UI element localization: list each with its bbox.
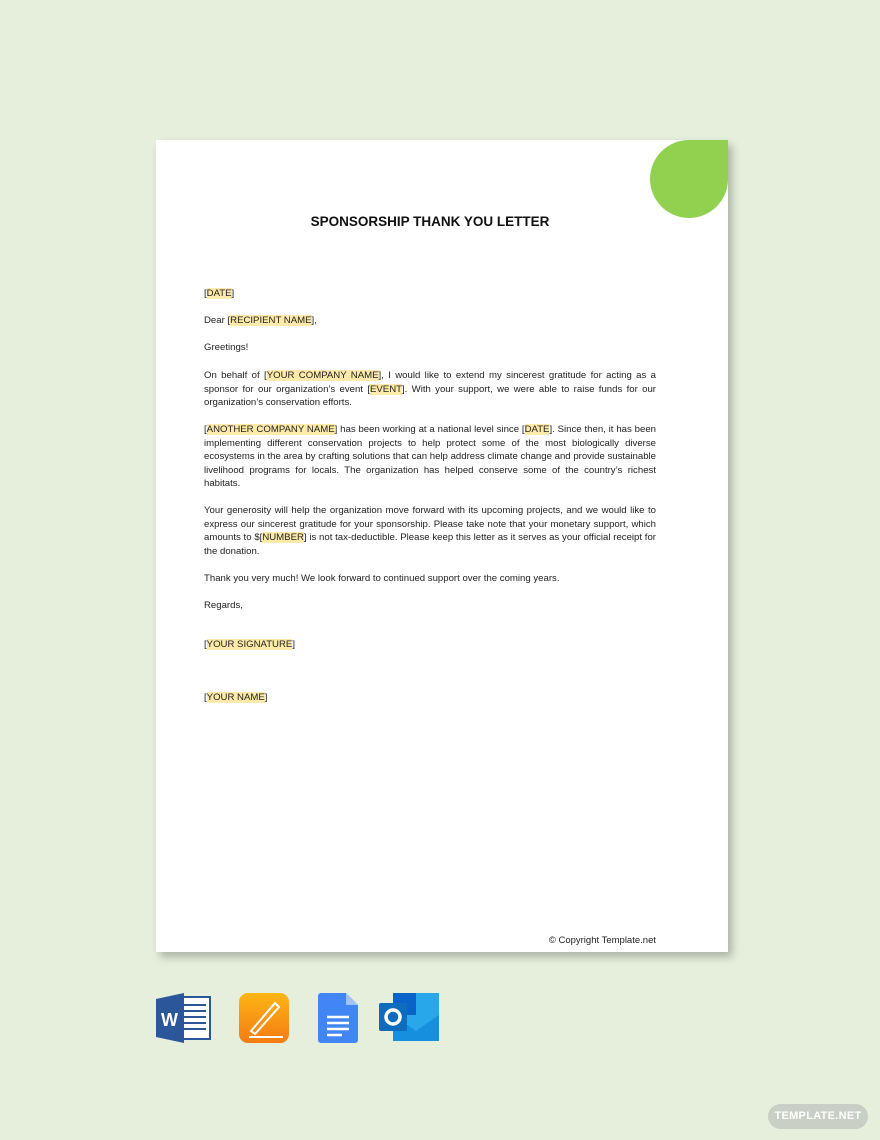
green-circle-decoration xyxy=(650,140,728,218)
name-line xyxy=(204,691,656,705)
placeholder-recipient: RECIPIENT NAME xyxy=(230,315,312,326)
signature-line xyxy=(204,638,656,652)
placeholder-name: YOUR NAME xyxy=(206,692,265,703)
text: ], xyxy=(311,315,317,326)
text: ]. Since then, it has been implementing different conservation projects to help protect some of the most biologically diverse ecosystems in the area by crafting solutions that can help address climate change and provide sustainable livelihood programs for locals. The organization has helped conserve some of the country’s richest habitats. xyxy=(204,424,656,489)
word-icon[interactable] xyxy=(156,993,212,1043)
text: ] xyxy=(231,288,235,299)
greeting: Greetings! xyxy=(204,342,249,353)
letter-title: SPONSORSHIP THANK YOU LETTER xyxy=(310,214,550,229)
text: ] xyxy=(292,639,295,650)
placeholder-date: DATE xyxy=(524,424,550,435)
text: [ xyxy=(204,639,207,650)
placeholder-number: NUMBER xyxy=(262,532,304,543)
letter-page xyxy=(156,140,728,952)
text: [ xyxy=(204,288,207,299)
svg-text:W: W xyxy=(161,1010,178,1030)
regards: Regards, xyxy=(204,600,243,611)
placeholder-company: YOUR COMPANY NAME xyxy=(266,370,379,381)
placeholder-date: DATE xyxy=(206,288,232,299)
text: ], I would like to extend my sincerest gratitude for acting as a sponsor for our organization’s event [ xyxy=(204,370,656,395)
text: ] has been working at a national level since [ xyxy=(334,424,525,435)
text: ]. With your support, we were able to raise funds for our organization’s conservation efforts. xyxy=(204,383,656,408)
text: On behalf of [ xyxy=(204,370,267,381)
template-net-badge[interactable]: TEMPLATE.NET xyxy=(768,1104,868,1129)
paragraph-1 xyxy=(204,369,656,410)
google-docs-icon[interactable] xyxy=(318,993,358,1043)
outlook-icon[interactable] xyxy=(379,993,439,1043)
paragraph-3 xyxy=(204,504,656,558)
thanks-line: Thank you very much! We look forward to continued support over the coming years. xyxy=(204,573,560,584)
paragraph-2 xyxy=(204,423,656,491)
text: Your generosity will help the organization move forward with its upcoming projects, and we would like to express our sincerest gratitude for your sponsorship. Please take note that your monetary support, which amounts to $[ xyxy=(204,505,656,543)
text: ] is not tax-deductible. Please keep this letter as it serves as your official receipt for the donation. xyxy=(204,532,656,557)
pages-icon[interactable] xyxy=(239,993,289,1043)
date-line xyxy=(204,287,656,301)
text: Dear [ xyxy=(204,315,231,326)
text: [ xyxy=(204,692,207,703)
text: [ xyxy=(204,424,207,435)
salutation xyxy=(204,314,656,328)
copyright: © Copyright Template.net xyxy=(548,935,656,946)
placeholder-another-company: ANOTHER COMPANY NAME xyxy=(206,424,335,435)
placeholder-signature: YOUR SIGNATURE xyxy=(206,639,293,650)
text: ] xyxy=(264,692,268,703)
placeholder-event: EVENT xyxy=(370,383,402,395)
